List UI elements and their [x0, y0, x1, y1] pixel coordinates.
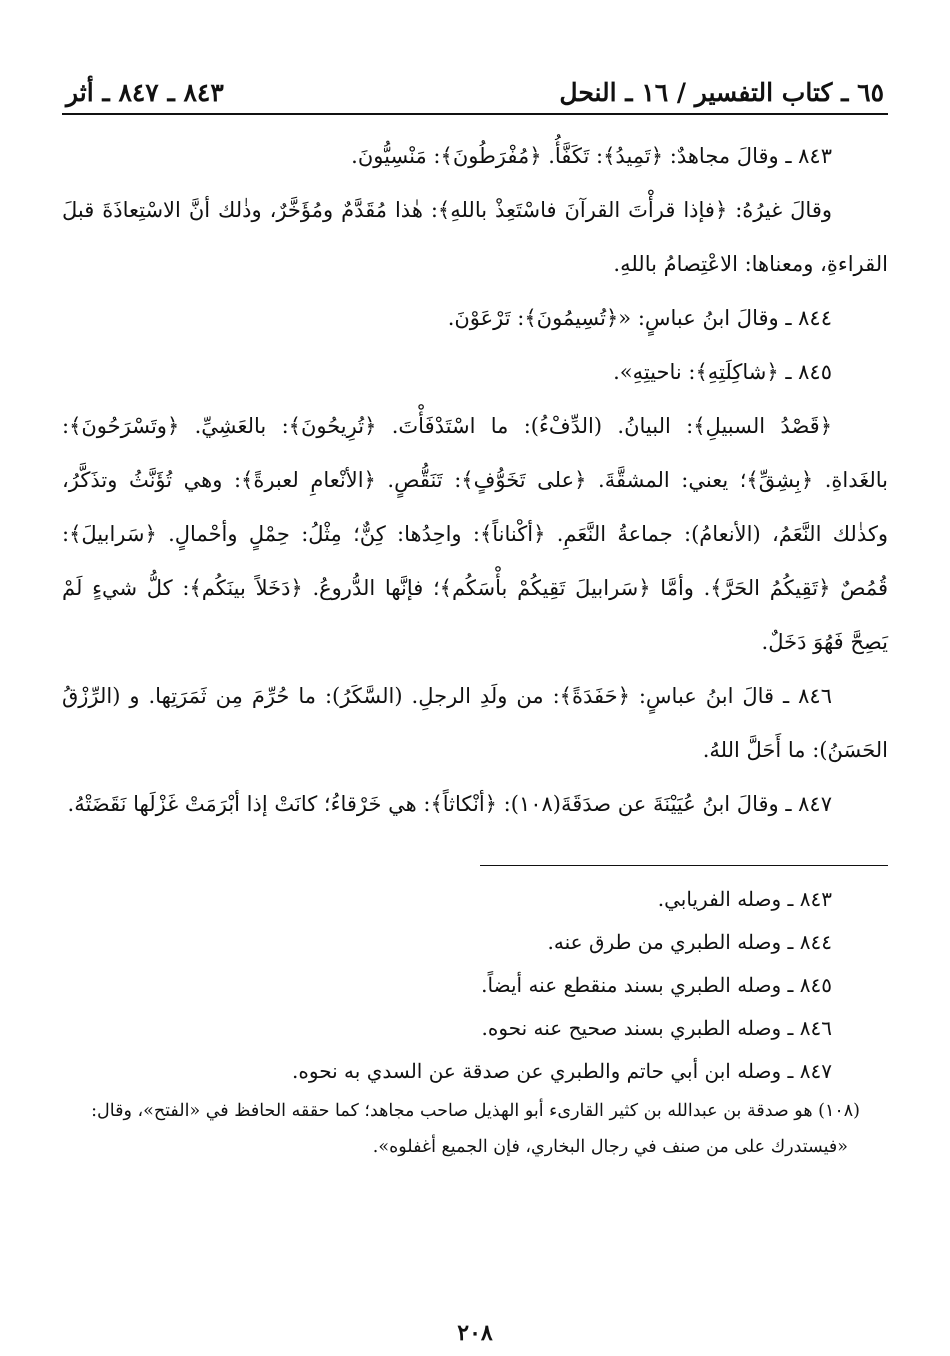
note-844: ٨٤٤ ـ وصله الطبري من طرق عنه. [547, 930, 832, 954]
paragraph-844: ٨٤٤ ـ وقالَ ابنُ عباسٍ: «﴿تُسِيمُونَ﴾: تَرْعَوْنَ. [447, 306, 832, 330]
takhrij-notes [62, 878, 888, 1093]
header-chapter-title: ٦٥ ـ كتاب التفسير / ١٦ ـ النحل [559, 78, 884, 107]
footnote-separator [480, 865, 888, 866]
page-number: ٢٠٨ [457, 1320, 493, 1346]
note-846: ٨٤٦ ـ وصله الطبري بسند صحيح عنه نحوه. [481, 1016, 832, 1040]
paragraph-846: ٨٤٦ ـ قالَ ابنُ عباسٍ: ﴿حَفَدَةً﴾: من ولَدِ الرجلِ. (السَّكَرُ): ما حُرِّمَ مِن ثَمَرَتِها. و (الرِّزْقُ الحَسَنُ): ما أَحَلَّ اللهُ. [62, 684, 888, 762]
paragraph-847: ٨٤٧ ـ وقالَ ابنُ عُيَيْنَةَ عن صدَقَةَ(١٠٨): ﴿أنْكاثاً﴾: هي خَرْقاءُ؛ كانَتْ إذا أبْرَمَتْ غَزْلَها نَقَضَتْهُ. [67, 792, 832, 816]
footnote-108-quote: «فيستدرك على من صنف في رجال البخاري، فإن الجميع أغفلوه». [372, 1137, 848, 1157]
note-843: ٨٤٣ ـ وصله الفريابي. [657, 887, 832, 911]
paragraph-845: ٨٤٥ ـ ﴿شاكِلَتِهِ﴾: ناحيتِهِ». [613, 360, 832, 384]
running-header [62, 78, 888, 115]
note-845: ٨٤٥ ـ وصله الطبري بسند منقطع عنه أيضاً. [481, 973, 832, 997]
footnote-108: (١٠٨) هو صدقة بن عبدالله بن كثير القارىء أبو الهذيل صاحب مجاهد؛ كما حققه الحافظ في «الفتح»، وقال: [91, 1101, 860, 1121]
note-847: ٨٤٧ ـ وصله ابن أبي حاتم والطبري عن صدقة عن السدي به نحوه. [292, 1059, 832, 1083]
paragraph-glossary: ﴿قَصْدُ السبيلِ﴾: البيانُ. (الدِّفْءُ): ما اسْتَدْفَأْتَ. ﴿تُرِيحُونَ﴾: بالعَشِيِّ. ﴿وتَسْرَحُونَ﴾: بالغَداةِ. ﴿بِشِقِّ﴾؛ يعني: المشقَّةَ. ﴿على تَخَوُّفٍ﴾: تَنَقُّصٍ. ﴿الأنْعامِ لعبرةً﴾: وهي تُؤَنَّثُ وتذَكَّرُ، وكذٰلك النَّعَمُ، (الأنعامُ): جماعةُ النَّعَمِ. ﴿أكْناناً﴾: واحِدُها: كِنٌّ؛ مِثْلُ: حِمْلٍ وأحْمالٍ. ﴿سَرابيلَ﴾: قُمُصٌ ﴿تَقِيكُمُ الحَرَّ﴾. وأمَّا ﴿سَرابيلَ تَقِيكُمْ بأْسَكُم﴾؛ فإنَّها الدُّروعُ. ﴿دَخَلاً بينَكُم﴾: كلُّ شيءٍ لَمْ يَصِحَّ فَهُوَ دَخَلٌ. [62, 414, 888, 654]
paragraph-843-other: وقالَ غيرُهُ: ﴿فإذا قرأْتَ القرآنَ فاسْتَعِذْ باللهِ﴾: هٰذا مُقَدَّمٌ ومُؤَخَّرٌ، وذٰلك أنَّ الاسْتِعاذَةَ قبلَ القراءةِ، ومعناها: الاعْتِصامُ باللهِ. [62, 198, 888, 276]
paragraph-843: ٨٤٣ ـ وقالَ مجاهدٌ: ﴿تَمِيدُ﴾: تَكَفَّأُ. ﴿مُفْرَطُونَ﴾: مَنْسِيُّونَ. [351, 144, 832, 168]
main-text [62, 129, 888, 831]
header-athar-range: ٨٤٣ ـ ٨٤٧ ـ أثر [66, 78, 224, 107]
